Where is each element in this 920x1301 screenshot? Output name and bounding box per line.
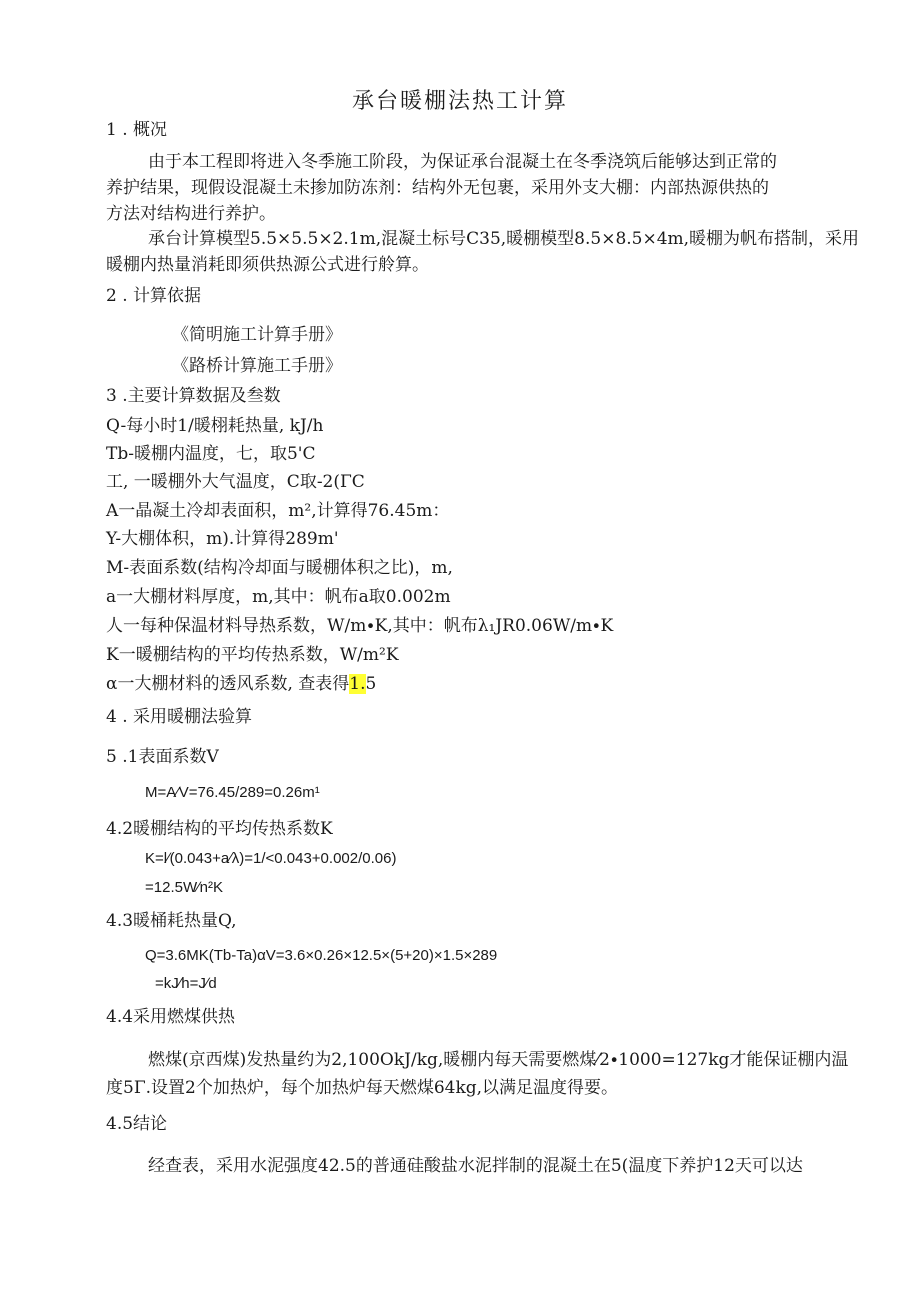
parameter-item: 工, 一暖棚外大气温度，C取-2(ΓC (106, 472, 365, 492)
subsection-heading: 4.4采用燃煤供热 (106, 1007, 236, 1027)
parameter-item: Y-大棚体积，m).计算得289m' (106, 529, 339, 549)
parameter-text: α一大棚材料的透风系数, 查表得 (106, 674, 350, 694)
parameter-item: K一暖棚结构的平均传热系数，W∕m²K (106, 645, 399, 665)
formula-line: =12.5W∕n²K (145, 879, 223, 896)
reference-item: 《简明施工计算手册》 (172, 325, 342, 345)
paragraph-line: 燃煤(京西煤)发热量约为2,100OkJ∕kg,暖棚内每天需要燃煤⁄2∙1000=127kg才能保证棚内温 (148, 1050, 849, 1070)
formula-line: M=A∕V=76.45/289=0.26m¹ (145, 784, 320, 801)
subsection-heading: 5 .1表面系数V (106, 747, 219, 767)
reference-item: 《路桥计算施工手册》 (172, 356, 342, 376)
formula-line: =kJ∕h=J∕d (155, 975, 217, 992)
section-4-heading: 4 . 采用暖棚法验算 (106, 707, 253, 727)
section-1-heading: 1 . 概况 (106, 120, 168, 140)
subsection-heading: 4.5结论 (106, 1114, 168, 1134)
parameter-item: a一大棚材料厚度，m,其中：帆布a取0.002m (106, 587, 451, 607)
section-2-heading: 2 . 计算依据 (106, 286, 202, 306)
formula-line: Q=3.6MK(Tb-Ta)αV=3.6×0.26×12.5×(5+20)×1.5×289 (145, 947, 498, 964)
parameter-text: 5 (365, 674, 377, 694)
paragraph-line: 由于本工程即将进入冬季施工阶段，为保证承台混凝土在冬季浇筑后能够达到正常的 (148, 152, 777, 172)
parameter-item (106, 673, 376, 695)
paragraph-line: 方法对结构进行养护。 (106, 204, 276, 224)
parameter-item: 人一每种保温材料导热系数，W∕m∙K,其中：帆布λ₁JR0.06W∕m∙K (106, 616, 614, 636)
paragraph-line: 承台计算模型5.5×5.5×2.1m,混凝土标号C35,暖棚模型8.5×8.5×4m,暖棚为帆布搭制，采用 (148, 229, 860, 249)
page-title: 承台暖棚法热工计算 (351, 89, 568, 114)
parameter-item: M-表面系数(结构冷却面与暖棚体积之比)，m, (106, 558, 453, 578)
parameter-item: Q-每小时1/暖栩耗热量, kJ/h (106, 416, 324, 436)
parameter-item: Tb-暖棚内温度，七，取5'C (106, 444, 316, 464)
formula-line: K=l∕(0.043+a∕λ)=1/<0.043+0.002/0.06) (145, 850, 397, 867)
subsection-heading: 4.3暖桶耗热量Q, (106, 911, 237, 931)
section-3-heading: 3 .主要计算数据及叁数 (106, 386, 281, 406)
subsection-heading: 4.2暖棚结构的平均传热系数K (106, 819, 333, 839)
paragraph-line: 养护结果，现假设混凝土未掺加防冻剂：结构外无包裹，采用外支大棚：内部热源供热的 (106, 178, 769, 198)
paragraph-line: 度5Γ.设置2个加热炉，每个加热炉每天燃煤64kg,以满足温度得要。 (106, 1078, 619, 1098)
paragraph-line: 经查表，采用水泥强度42.5的普通硅酸盐水泥拌制的混凝土在5(温度下养护12天可以达 (148, 1156, 803, 1176)
highlighted-value: 1. (349, 674, 366, 694)
paragraph-line: 暖棚内热量消耗即须供热源公式进行舲算。 (106, 255, 429, 275)
parameter-item: A一晶凝土冷却表面积，m²,计算得76.45m： (106, 501, 450, 521)
